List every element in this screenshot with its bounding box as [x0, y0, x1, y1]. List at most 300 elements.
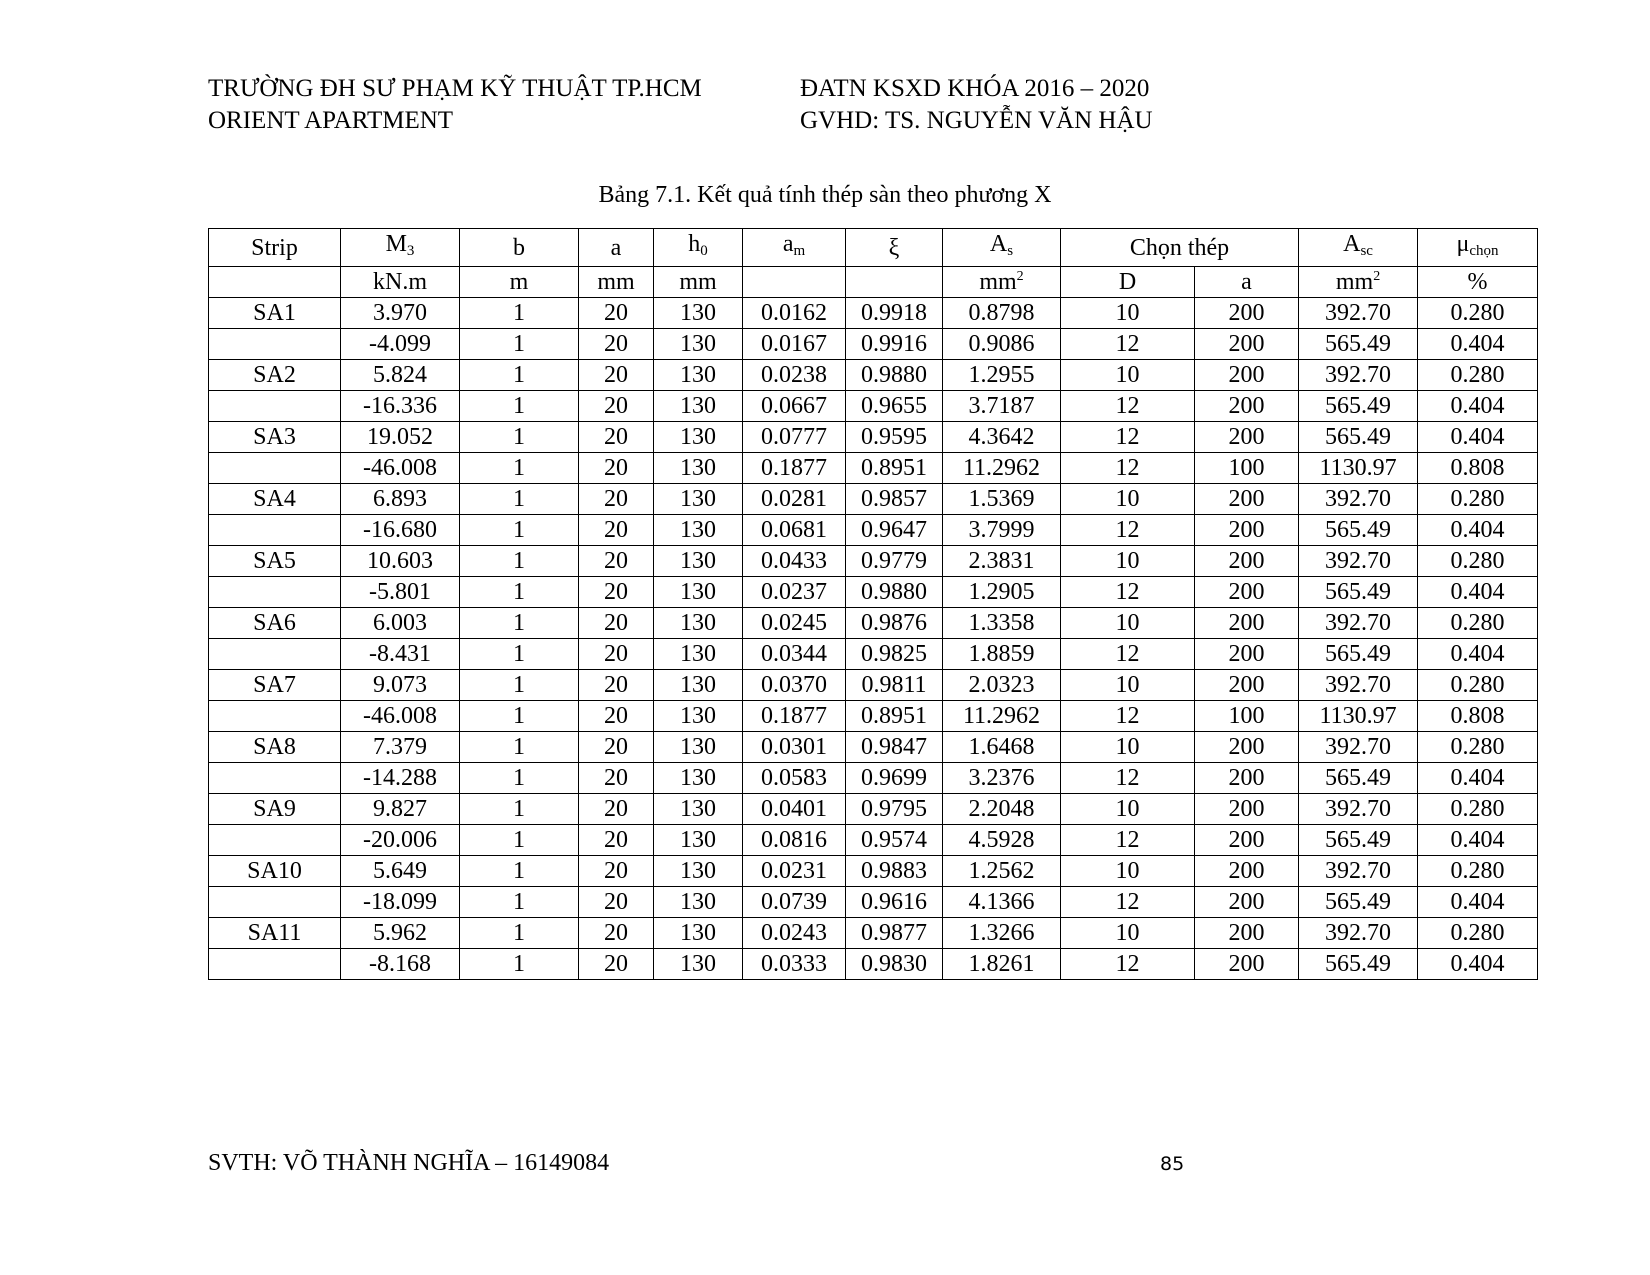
cell-am: 0.0162 [743, 298, 846, 329]
col-mu-symbol: μ [1456, 231, 1470, 257]
col-strip: Strip [209, 229, 341, 267]
col-mu-sub: chọn [1469, 243, 1499, 259]
cell-asc: 565.49 [1299, 763, 1418, 794]
cell-moment: -46.008 [341, 701, 460, 732]
table-row [209, 608, 1538, 639]
cell-moment: -16.336 [341, 391, 460, 422]
cell-strip [209, 701, 341, 732]
cell-xi: 0.9877 [846, 918, 943, 949]
cell-moment: -14.288 [341, 763, 460, 794]
steel-results-table [208, 228, 1538, 980]
cell-am: 0.0301 [743, 732, 846, 763]
cell-asc: 392.70 [1299, 732, 1418, 763]
cell-spacing: 200 [1195, 825, 1299, 856]
table-body [209, 229, 1538, 980]
cell-strip [209, 763, 341, 794]
unit-as-base: mm [979, 269, 1017, 295]
cell-asc: 565.49 [1299, 422, 1418, 453]
cell-mu: 0.404 [1418, 577, 1538, 608]
header-school: TRƯỜNG ĐH SƯ PHẠM KỸ THUẬT TP.HCM [208, 75, 702, 102]
cell-xi: 0.9825 [846, 639, 943, 670]
cell-mu: 0.404 [1418, 949, 1538, 980]
cell-moment: 6.893 [341, 484, 460, 515]
table-row [209, 794, 1538, 825]
cell-spacing: 200 [1195, 918, 1299, 949]
cell-a: 20 [579, 732, 654, 763]
cell-asc: 565.49 [1299, 329, 1418, 360]
cell-moment: -4.099 [341, 329, 460, 360]
cell-am: 0.0245 [743, 608, 846, 639]
cell-asc: 565.49 [1299, 949, 1418, 980]
cell-as: 1.3266 [943, 918, 1061, 949]
cell-a: 20 [579, 670, 654, 701]
cell-b: 1 [460, 608, 579, 639]
col-moment [341, 229, 460, 267]
cell-b: 1 [460, 763, 579, 794]
cell-diameter: 10 [1061, 608, 1195, 639]
cell-h0: 130 [654, 298, 743, 329]
table-row [209, 329, 1538, 360]
unit-a: mm [579, 267, 654, 298]
cell-b: 1 [460, 298, 579, 329]
unit-am [743, 267, 846, 298]
col-asc-sub: sc [1360, 243, 1373, 259]
cell-strip [209, 949, 341, 980]
col-as-sub: s [1007, 243, 1014, 259]
cell-diameter: 12 [1061, 422, 1195, 453]
cell-mu: 0.404 [1418, 329, 1538, 360]
cell-asc: 565.49 [1299, 577, 1418, 608]
table-row [209, 918, 1538, 949]
table-caption: Bảng 7.1. Kết quả tính thép sàn theo phương X [598, 182, 1052, 208]
cell-spacing: 200 [1195, 391, 1299, 422]
cell-xi: 0.9883 [846, 856, 943, 887]
cell-a: 20 [579, 484, 654, 515]
cell-strip: SA8 [209, 732, 341, 763]
cell-moment: 9.073 [341, 670, 460, 701]
cell-spacing: 200 [1195, 360, 1299, 391]
cell-spacing: 200 [1195, 639, 1299, 670]
cell-h0: 130 [654, 670, 743, 701]
cell-h0: 130 [654, 701, 743, 732]
cell-am: 0.0238 [743, 360, 846, 391]
cell-h0: 130 [654, 918, 743, 949]
cell-as: 11.2962 [943, 701, 1061, 732]
cell-spacing: 200 [1195, 949, 1299, 980]
unit-mu: % [1418, 267, 1538, 298]
unit-diameter: D [1061, 267, 1195, 298]
cell-mu: 0.808 [1418, 453, 1538, 484]
table-row [209, 546, 1538, 577]
cell-moment: 19.052 [341, 422, 460, 453]
table-row [209, 577, 1538, 608]
cell-mu: 0.280 [1418, 670, 1538, 701]
cell-h0: 130 [654, 484, 743, 515]
cell-mu: 0.404 [1418, 763, 1538, 794]
cell-strip: SA9 [209, 794, 341, 825]
cell-spacing: 100 [1195, 453, 1299, 484]
cell-spacing: 200 [1195, 484, 1299, 515]
cell-a: 20 [579, 608, 654, 639]
cell-mu: 0.280 [1418, 484, 1538, 515]
cell-am: 0.0370 [743, 670, 846, 701]
cell-as: 1.2905 [943, 577, 1061, 608]
cell-xi: 0.9880 [846, 577, 943, 608]
cell-diameter: 12 [1061, 515, 1195, 546]
cell-b: 1 [460, 732, 579, 763]
table-row [209, 515, 1538, 546]
cell-b: 1 [460, 825, 579, 856]
cell-xi: 0.9847 [846, 732, 943, 763]
cell-as: 1.5369 [943, 484, 1061, 515]
cell-am: 0.0231 [743, 856, 846, 887]
cell-as: 1.2562 [943, 856, 1061, 887]
cell-b: 1 [460, 453, 579, 484]
cell-a: 20 [579, 577, 654, 608]
table-row [209, 484, 1538, 515]
cell-asc: 392.70 [1299, 918, 1418, 949]
cell-am: 0.0667 [743, 391, 846, 422]
cell-a: 20 [579, 825, 654, 856]
cell-strip: SA6 [209, 608, 341, 639]
cell-as: 1.8859 [943, 639, 1061, 670]
cell-b: 1 [460, 515, 579, 546]
cell-b: 1 [460, 918, 579, 949]
cell-am: 0.0816 [743, 825, 846, 856]
table-row [209, 825, 1538, 856]
cell-spacing: 200 [1195, 670, 1299, 701]
cell-strip [209, 887, 341, 918]
cell-diameter: 12 [1061, 329, 1195, 360]
cell-as: 1.6468 [943, 732, 1061, 763]
cell-as: 3.7999 [943, 515, 1061, 546]
cell-spacing: 100 [1195, 701, 1299, 732]
cell-diameter: 12 [1061, 639, 1195, 670]
col-as-symbol: A [989, 231, 1008, 257]
cell-as: 0.8798 [943, 298, 1061, 329]
cell-xi: 0.9880 [846, 360, 943, 391]
table-row [209, 732, 1538, 763]
cell-diameter: 10 [1061, 546, 1195, 577]
table-row [209, 391, 1538, 422]
header-project: ORIENT APARTMENT [208, 107, 454, 134]
cell-as: 4.3642 [943, 422, 1061, 453]
unit-asc [1299, 267, 1418, 298]
cell-b: 1 [460, 546, 579, 577]
cell-b: 1 [460, 484, 579, 515]
cell-diameter: 12 [1061, 825, 1195, 856]
cell-am: 0.1877 [743, 701, 846, 732]
cell-diameter: 10 [1061, 670, 1195, 701]
cell-diameter: 12 [1061, 887, 1195, 918]
cell-h0: 130 [654, 329, 743, 360]
table-row [209, 453, 1538, 484]
col-chon-thep: Chọn thép [1061, 229, 1299, 267]
table-row [209, 360, 1538, 391]
col-moment-sub: 3 [406, 243, 415, 259]
cell-asc: 392.70 [1299, 856, 1418, 887]
cell-mu: 0.404 [1418, 422, 1538, 453]
cell-moment: 5.824 [341, 360, 460, 391]
unit-asc-sup: 2 [1373, 269, 1381, 284]
table-row [209, 639, 1538, 670]
cell-b: 1 [460, 887, 579, 918]
cell-b: 1 [460, 329, 579, 360]
cell-moment: 10.603 [341, 546, 460, 577]
cell-xi: 0.8951 [846, 453, 943, 484]
cell-b: 1 [460, 639, 579, 670]
cell-mu: 0.280 [1418, 608, 1538, 639]
cell-as: 1.8261 [943, 949, 1061, 980]
cell-xi: 0.9574 [846, 825, 943, 856]
cell-mu: 0.280 [1418, 298, 1538, 329]
table-row [209, 887, 1538, 918]
cell-xi: 0.9647 [846, 515, 943, 546]
cell-a: 20 [579, 856, 654, 887]
cell-xi: 0.8951 [846, 701, 943, 732]
cell-strip: SA3 [209, 422, 341, 453]
cell-am: 0.1877 [743, 453, 846, 484]
cell-a: 20 [579, 949, 654, 980]
cell-xi: 0.9830 [846, 949, 943, 980]
cell-diameter: 12 [1061, 701, 1195, 732]
cell-a: 20 [579, 422, 654, 453]
cell-spacing: 200 [1195, 577, 1299, 608]
table-row [209, 298, 1538, 329]
cell-b: 1 [460, 701, 579, 732]
cell-moment: 6.003 [341, 608, 460, 639]
cell-strip [209, 329, 341, 360]
cell-mu: 0.808 [1418, 701, 1538, 732]
col-asc-symbol: A [1343, 231, 1361, 257]
cell-moment: 9.827 [341, 794, 460, 825]
header-row [209, 229, 1538, 267]
col-am-symbol: a [782, 231, 794, 257]
cell-a: 20 [579, 763, 654, 794]
cell-h0: 130 [654, 825, 743, 856]
cell-spacing: 200 [1195, 546, 1299, 577]
cell-xi: 0.9779 [846, 546, 943, 577]
cell-diameter: 10 [1061, 298, 1195, 329]
cell-xi: 0.9916 [846, 329, 943, 360]
cell-moment: 7.379 [341, 732, 460, 763]
cell-b: 1 [460, 856, 579, 887]
cell-mu: 0.280 [1418, 918, 1538, 949]
cell-diameter: 12 [1061, 453, 1195, 484]
cell-moment: -18.099 [341, 887, 460, 918]
cell-am: 0.0344 [743, 639, 846, 670]
col-asc [1299, 229, 1418, 267]
cell-a: 20 [579, 298, 654, 329]
cell-strip [209, 453, 341, 484]
cell-xi: 0.9655 [846, 391, 943, 422]
unit-strip [209, 267, 341, 298]
cell-xi: 0.9918 [846, 298, 943, 329]
cell-asc: 392.70 [1299, 608, 1418, 639]
cell-h0: 130 [654, 763, 743, 794]
cell-am: 0.0167 [743, 329, 846, 360]
cell-spacing: 200 [1195, 329, 1299, 360]
cell-spacing: 200 [1195, 422, 1299, 453]
cell-moment: 5.962 [341, 918, 460, 949]
col-mu [1418, 229, 1538, 267]
cell-diameter: 12 [1061, 763, 1195, 794]
cell-xi: 0.9876 [846, 608, 943, 639]
cell-strip [209, 825, 341, 856]
cell-asc: 392.70 [1299, 546, 1418, 577]
cell-moment: -5.801 [341, 577, 460, 608]
cell-spacing: 200 [1195, 887, 1299, 918]
cell-h0: 130 [654, 391, 743, 422]
cell-asc: 1130.97 [1299, 701, 1418, 732]
cell-moment: 5.649 [341, 856, 460, 887]
cell-moment: -16.680 [341, 515, 460, 546]
cell-as: 2.3831 [943, 546, 1061, 577]
cell-xi: 0.9857 [846, 484, 943, 515]
unit-asc-base: mm [1335, 269, 1374, 295]
cell-h0: 130 [654, 360, 743, 391]
cell-am: 0.0281 [743, 484, 846, 515]
cell-as: 4.1366 [943, 887, 1061, 918]
cell-spacing: 200 [1195, 856, 1299, 887]
cell-moment: -8.431 [341, 639, 460, 670]
unit-as-sup: 2 [1016, 269, 1024, 284]
cell-as: 2.0323 [943, 670, 1061, 701]
cell-am: 0.0333 [743, 949, 846, 980]
cell-h0: 130 [654, 422, 743, 453]
col-as [943, 229, 1061, 267]
unit-spacing: a [1195, 267, 1299, 298]
cell-spacing: 200 [1195, 763, 1299, 794]
cell-strip: SA4 [209, 484, 341, 515]
cell-strip [209, 391, 341, 422]
cell-asc: 392.70 [1299, 794, 1418, 825]
cell-moment: -46.008 [341, 453, 460, 484]
cell-as: 3.7187 [943, 391, 1061, 422]
cell-as: 0.9086 [943, 329, 1061, 360]
cell-h0: 130 [654, 515, 743, 546]
cell-asc: 565.49 [1299, 391, 1418, 422]
col-h0-sub: 0 [700, 243, 708, 259]
cell-asc: 565.49 [1299, 639, 1418, 670]
header-course: ĐATN KSXD KHÓA 2016 – 2020 [800, 75, 1150, 102]
cell-h0: 130 [654, 546, 743, 577]
cell-xi: 0.9616 [846, 887, 943, 918]
cell-asc: 565.49 [1299, 515, 1418, 546]
col-a: a [579, 229, 654, 267]
cell-h0: 130 [654, 577, 743, 608]
cell-mu: 0.280 [1418, 360, 1538, 391]
cell-strip: SA2 [209, 360, 341, 391]
cell-h0: 130 [654, 794, 743, 825]
cell-a: 20 [579, 546, 654, 577]
col-am [743, 229, 846, 267]
cell-xi: 0.9699 [846, 763, 943, 794]
cell-moment: -8.168 [341, 949, 460, 980]
cell-as: 1.2955 [943, 360, 1061, 391]
cell-a: 20 [579, 329, 654, 360]
cell-am: 0.0237 [743, 577, 846, 608]
cell-strip: SA7 [209, 670, 341, 701]
table-row [209, 670, 1538, 701]
unit-moment: kN.m [341, 267, 460, 298]
cell-asc: 1130.97 [1299, 453, 1418, 484]
cell-h0: 130 [654, 639, 743, 670]
table-row [209, 422, 1538, 453]
cell-xi: 0.9811 [846, 670, 943, 701]
unit-xi [846, 267, 943, 298]
cell-am: 0.0583 [743, 763, 846, 794]
cell-diameter: 10 [1061, 732, 1195, 763]
cell-diameter: 12 [1061, 949, 1195, 980]
cell-strip [209, 639, 341, 670]
page-number: 85 [1160, 1153, 1185, 1175]
col-h0 [654, 229, 743, 267]
cell-a: 20 [579, 887, 654, 918]
cell-b: 1 [460, 949, 579, 980]
cell-xi: 0.9795 [846, 794, 943, 825]
cell-spacing: 200 [1195, 298, 1299, 329]
cell-a: 20 [579, 794, 654, 825]
cell-a: 20 [579, 639, 654, 670]
cell-spacing: 200 [1195, 732, 1299, 763]
col-moment-symbol: M [385, 231, 407, 257]
cell-xi: 0.9595 [846, 422, 943, 453]
unit-h0: mm [654, 267, 743, 298]
cell-b: 1 [460, 794, 579, 825]
cell-am: 0.0777 [743, 422, 846, 453]
cell-b: 1 [460, 422, 579, 453]
cell-asc: 392.70 [1299, 360, 1418, 391]
cell-diameter: 10 [1061, 918, 1195, 949]
unit-b: m [460, 267, 579, 298]
cell-a: 20 [579, 360, 654, 391]
cell-mu: 0.280 [1418, 794, 1538, 825]
cell-asc: 392.70 [1299, 484, 1418, 515]
cell-h0: 130 [654, 887, 743, 918]
cell-mu: 0.280 [1418, 732, 1538, 763]
cell-mu: 0.404 [1418, 639, 1538, 670]
units-row [209, 267, 1538, 298]
cell-b: 1 [460, 670, 579, 701]
unit-as [943, 267, 1061, 298]
cell-as: 11.2962 [943, 453, 1061, 484]
cell-h0: 130 [654, 949, 743, 980]
cell-diameter: 10 [1061, 360, 1195, 391]
col-b: b [460, 229, 579, 267]
cell-mu: 0.404 [1418, 391, 1538, 422]
cell-strip: SA5 [209, 546, 341, 577]
cell-am: 0.0681 [743, 515, 846, 546]
cell-diameter: 10 [1061, 794, 1195, 825]
cell-moment: -20.006 [341, 825, 460, 856]
cell-mu: 0.280 [1418, 856, 1538, 887]
col-xi: ξ [846, 229, 943, 267]
cell-diameter: 12 [1061, 577, 1195, 608]
cell-diameter: 10 [1061, 484, 1195, 515]
cell-spacing: 200 [1195, 608, 1299, 639]
cell-a: 20 [579, 701, 654, 732]
header-advisor: GVHD: TS. NGUYỄN VĂN HẬU [800, 107, 1153, 134]
cell-b: 1 [460, 391, 579, 422]
cell-asc: 565.49 [1299, 887, 1418, 918]
cell-asc: 392.70 [1299, 670, 1418, 701]
cell-as: 1.3358 [943, 608, 1061, 639]
cell-strip: SA10 [209, 856, 341, 887]
cell-spacing: 200 [1195, 515, 1299, 546]
cell-as: 3.2376 [943, 763, 1061, 794]
cell-b: 1 [460, 360, 579, 391]
